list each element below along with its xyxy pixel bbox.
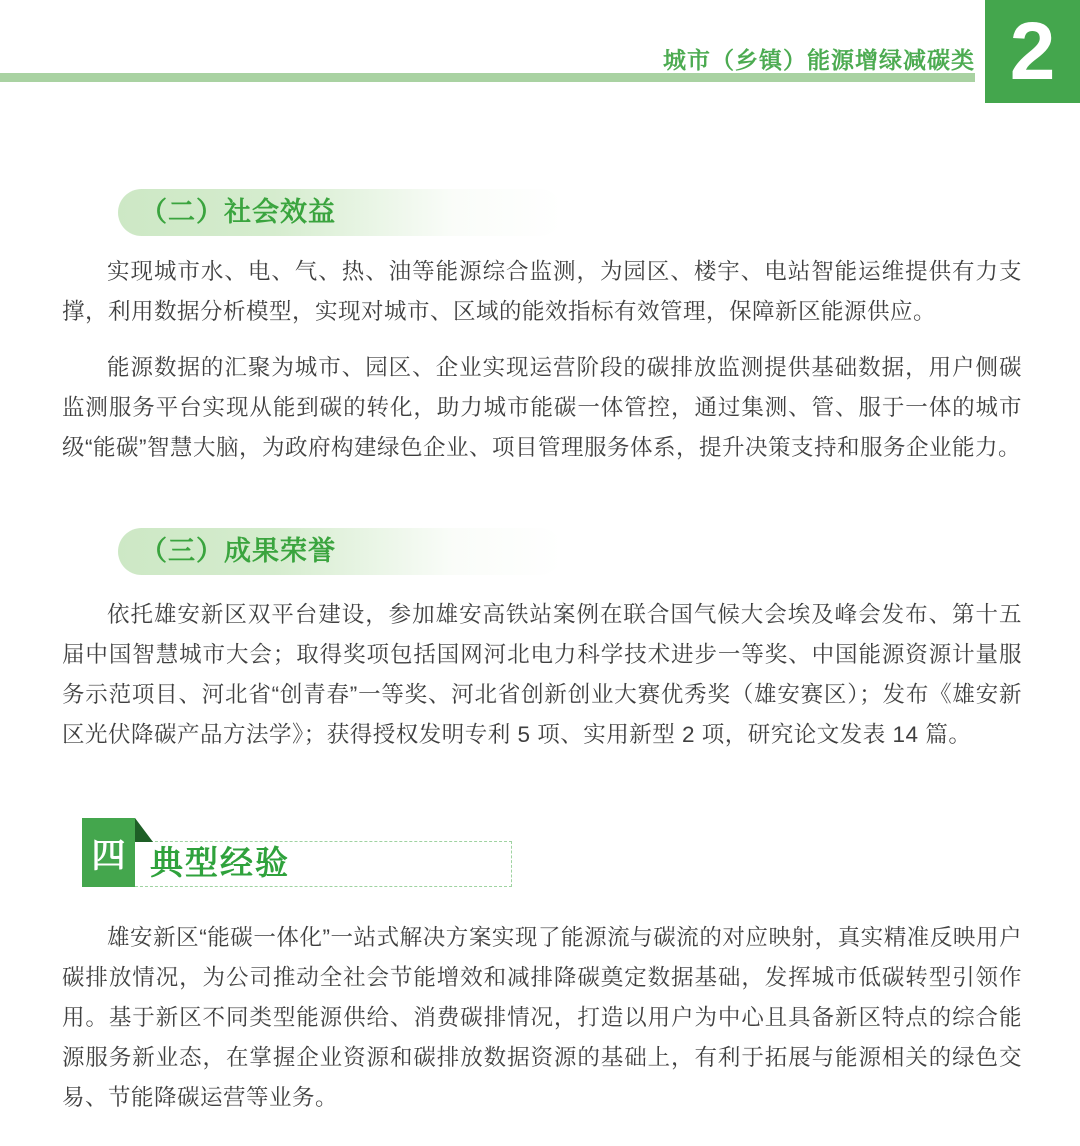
paragraph: 实现城市水、电、气、热、油等能源综合监测，为园区、楼宇、电站智能运维提供有力支撑，利用数据分析模型，实现对城市、区域的能效指标有效管理，保障新区能源供应。 <box>62 259 1022 324</box>
header-divider-bar <box>0 73 975 82</box>
chapter-number-badge: 2 <box>985 0 1080 103</box>
page-category-label: 城市（乡镇）能源增绿减碳类 <box>663 47 975 73</box>
section-heading-achievements: （三）成果荣誉 <box>118 528 563 575</box>
paragraph: 依托雄安新区双平台建设，参加雄安高铁站案例在联合国气候大会埃及峰会发布、第十五届中国智慧城市大会；取得奖项包括国网河北电力科学技术进步一等奖、中国能源资源计量服务示范项目、河北省“创青春”一等奖、河北省创新创业大赛优秀奖（雄安赛区）；发布《雄安新区光伏降碳产品方法学》；获得授权发明专利 5 项、实用新型 2 项，研究论文发表 14 篇。 <box>62 602 1022 747</box>
paragraph: 雄安新区“能碳一体化”一站式解决方案实现了能源流与碳流的对应映射，真实精准反映用户碳排放情况，为公司推动全社会节能增效和减排降碳奠定数据基础，发挥城市低碳转型引领作用。基于新区不同类型能源供给、消费碳排情况，打造以用户为中心且具备新区特点的综合能源服务新业态，在掌握企业资源和碳排放数据资源的基础上，有利于拓展与能源相关的绿色交易、节能降碳运营等业务。 <box>62 925 1022 1110</box>
paragraph: 能源数据的汇聚为城市、园区、企业实现运营阶段的碳排放监测提供基础数据，用户侧碳监测服务平台实现从能到碳的转化，助力城市能碳一体管控，通过集测、管、服于一体的城市级“能碳”智慧大脑，为政府构建绿色企业、项目管理服务体系，提升决策支持和服务企业能力。 <box>62 355 1022 460</box>
section-heading-typical-experience: 典型经验 <box>150 844 290 881</box>
section-four-number-box: 四 <box>82 818 135 887</box>
section-heading-social-benefit: （二）社会效益 <box>118 189 563 236</box>
folded-corner-shape <box>135 818 153 842</box>
